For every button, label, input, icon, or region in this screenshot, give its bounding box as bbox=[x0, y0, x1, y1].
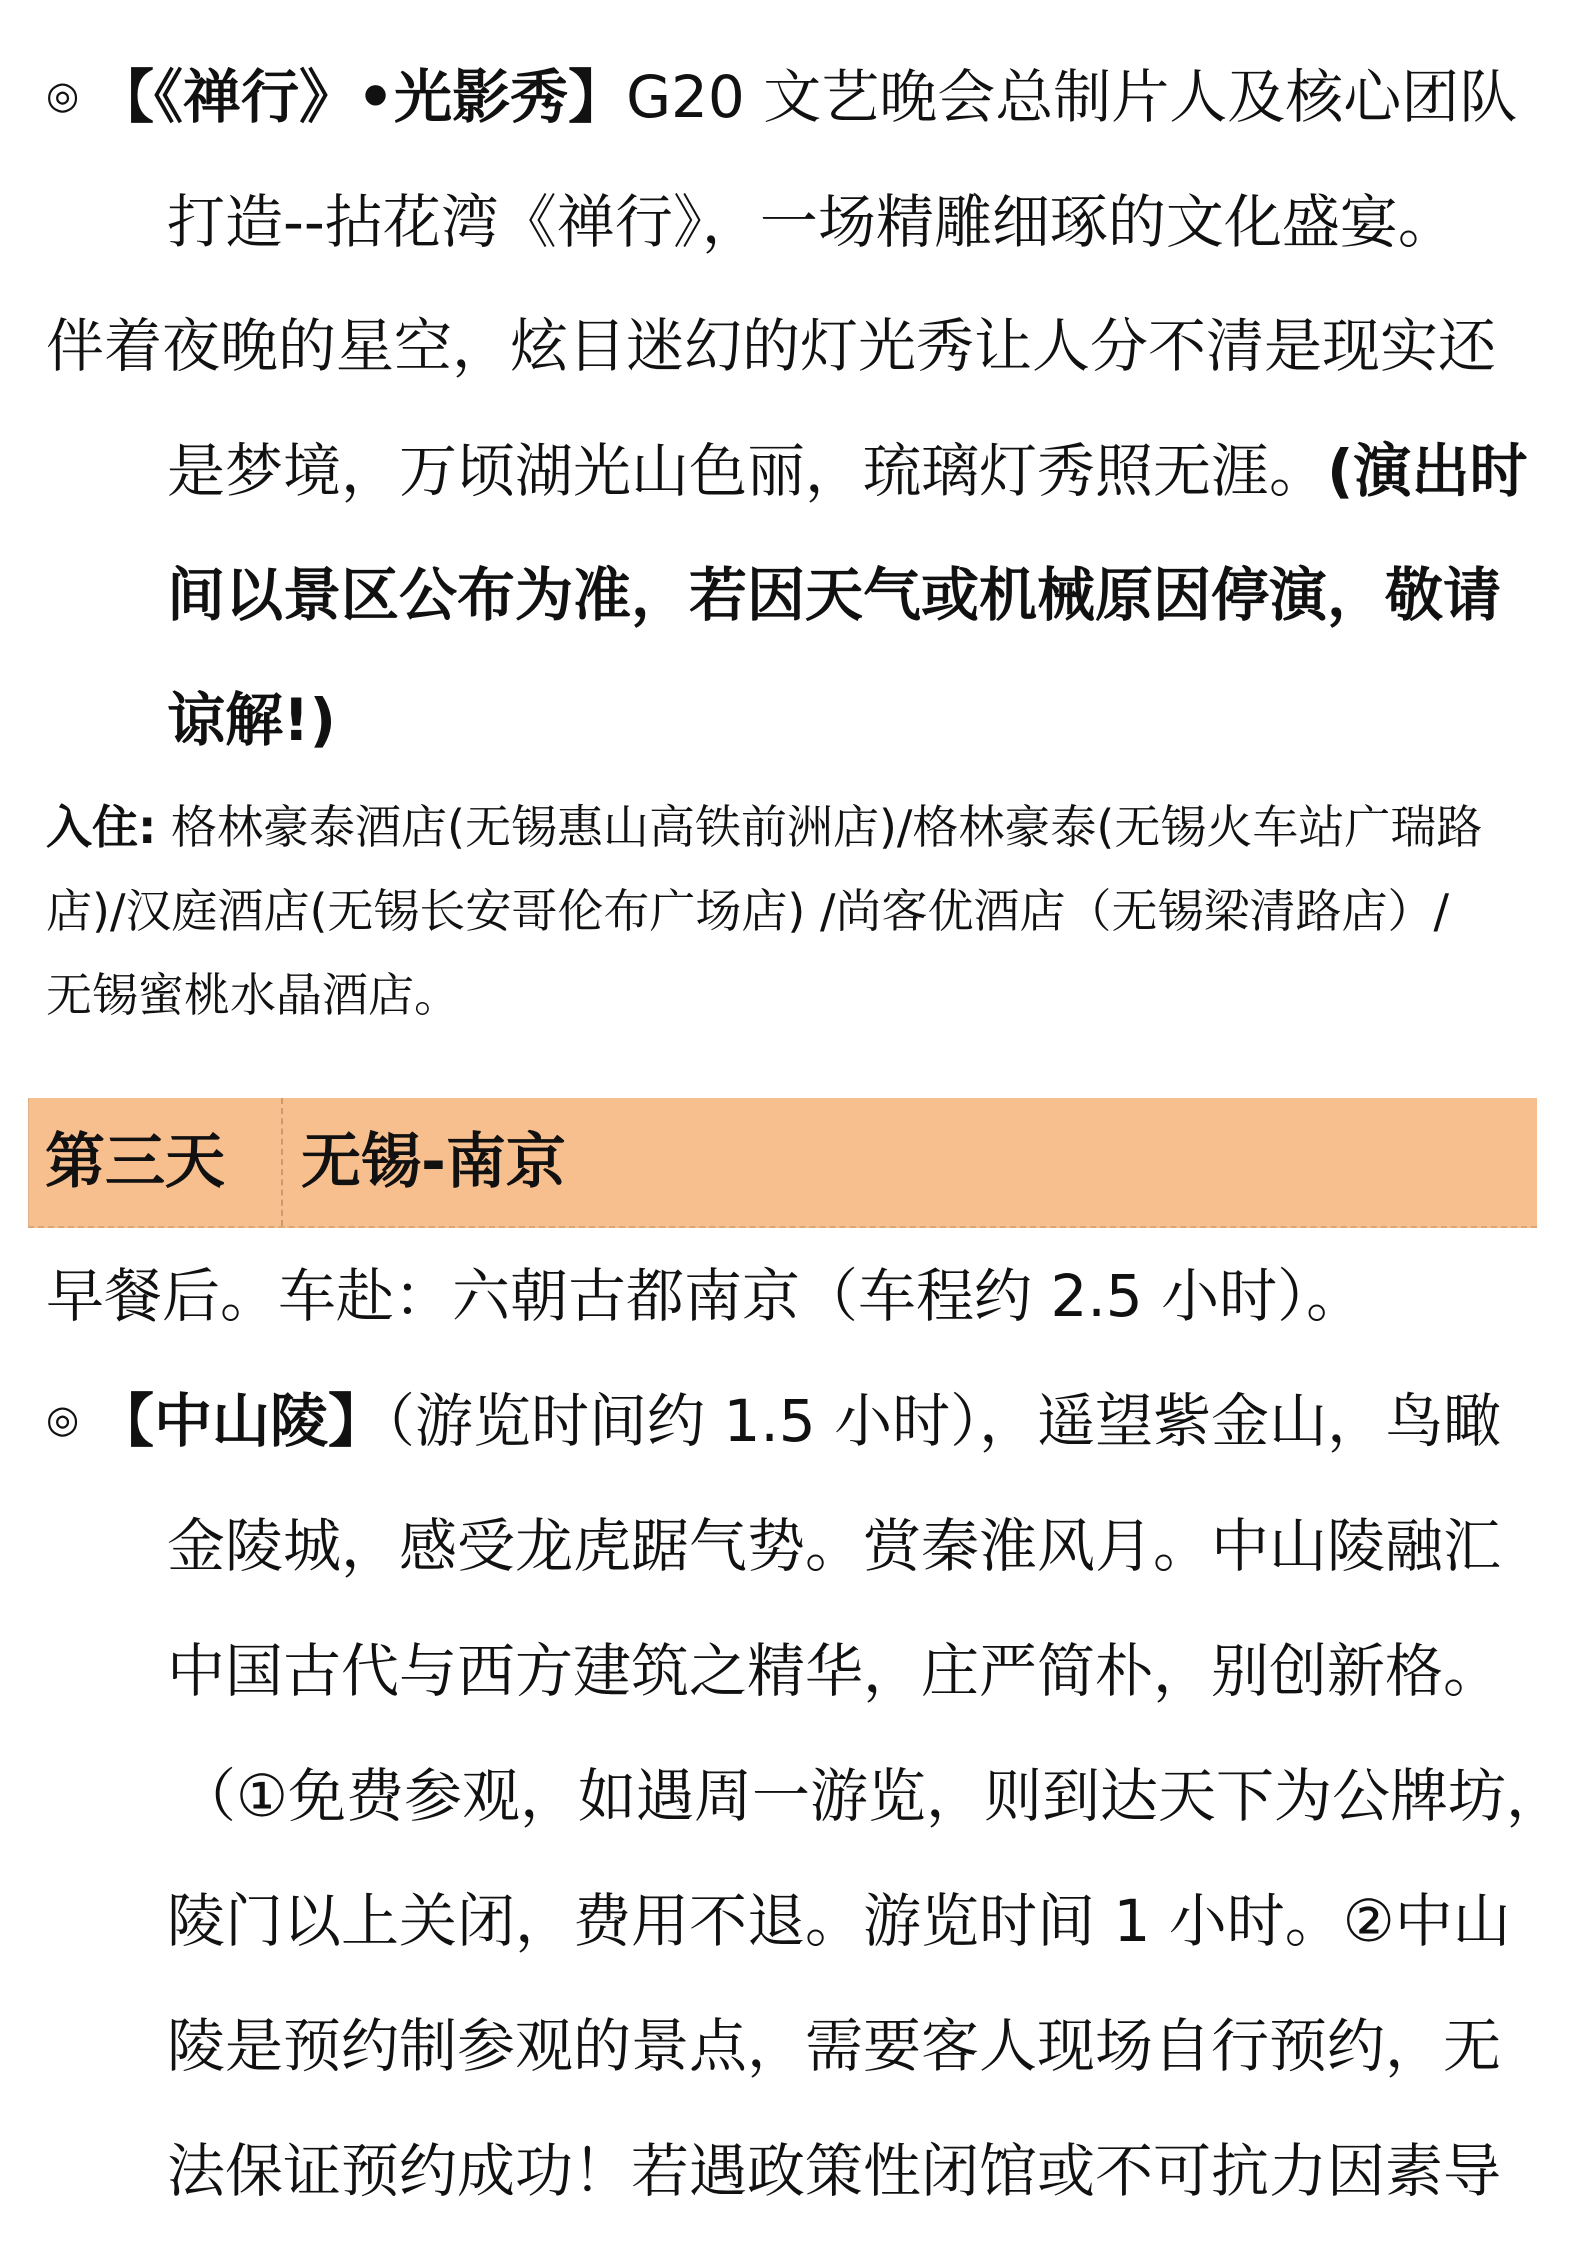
light-show-line-4-text: 是梦境，万顷湖光山色丽，琉璃灯秀照无涯。 bbox=[167, 437, 1328, 505]
zhongshanling-line-2: 金陵城，感受龙虎踞气势。赏秦淮风月。中山陵融汇 bbox=[167, 1512, 1502, 1580]
zhongshanling-title: 【中山陵】 bbox=[96, 1387, 387, 1455]
zhongshanling-line-6: 陵是预约制参观的景点，需要客人现场自行预约，无 bbox=[167, 2012, 1502, 2080]
lodging-label: 入住: bbox=[46, 800, 157, 854]
zhongshanling-line-1-text: （游览时间约 1.5 小时），遥望紫金山，鸟瞰 bbox=[386, 1387, 1502, 1455]
light-show-note-line-2: 间以景区公布为准，若因天气或机械原因停演，敬请 bbox=[167, 561, 1502, 629]
light-show-line-1-text: G20 文艺晚会总制片人及核心团队 bbox=[626, 63, 1518, 131]
zhongshanling-line-3: 中国古代与西方建筑之精华，庄严简朴，别创新格。 bbox=[167, 1637, 1502, 1705]
bullet-icon: ◎ bbox=[46, 1396, 80, 1441]
lodging-line-2: 店)/汉庭酒店(无锡长安哥伦布广场店) /尚客优酒店（无锡梁清路店）/ bbox=[46, 884, 1449, 938]
day-number: 第三天 bbox=[45, 1127, 225, 1197]
zhongshanling-line-5: 陵门以上关闭，费用不退。游览时间 1 小时。②中山 bbox=[167, 1887, 1511, 1955]
lodging-line-1 bbox=[46, 785, 1546, 869]
light-show-note-start: (演出时 bbox=[1327, 437, 1528, 505]
day-route: 无锡-南京 bbox=[301, 1127, 566, 1197]
light-show-title: 【《禅行》•光影秀】 bbox=[96, 63, 627, 131]
light-show-line-1 bbox=[46, 58, 1546, 140]
day-intro: 早餐后。车赴：六朝古都南京（车程约 2.5 小时）。 bbox=[46, 1262, 1365, 1330]
light-show-note-line-3: 谅解!) bbox=[167, 686, 336, 754]
light-show-line-4 bbox=[167, 432, 1547, 510]
zhongshanling-line-4: （①免费参观，如遇周一游览，则到达天下为公牌坊， bbox=[178, 1762, 1564, 1830]
lodging-line-1-text: 格林豪泰酒店(无锡惠山高铁前洲店)/格林豪泰(无锡火车站广瑞路 bbox=[156, 800, 1483, 854]
light-show-line-3: 伴着夜晚的星空，炫目迷幻的灯光秀让人分不清是现实还 bbox=[46, 312, 1497, 380]
light-show-line-2: 打造--拈花湾《禅行》，一场精雕细琢的文化盛宴。 bbox=[167, 188, 1456, 256]
day-header-divider bbox=[281, 1098, 283, 1226]
zhongshanling-line-7: 法保证预约成功！若遇政策性闭馆或不可抗力因素导 bbox=[167, 2137, 1502, 2205]
lodging-line-3: 无锡蜜桃水晶酒店。 bbox=[46, 968, 460, 1022]
day-header-bar bbox=[28, 1098, 1537, 1228]
zhongshanling-line-1 bbox=[46, 1382, 1546, 1464]
bullet-icon: ◎ bbox=[46, 72, 80, 117]
